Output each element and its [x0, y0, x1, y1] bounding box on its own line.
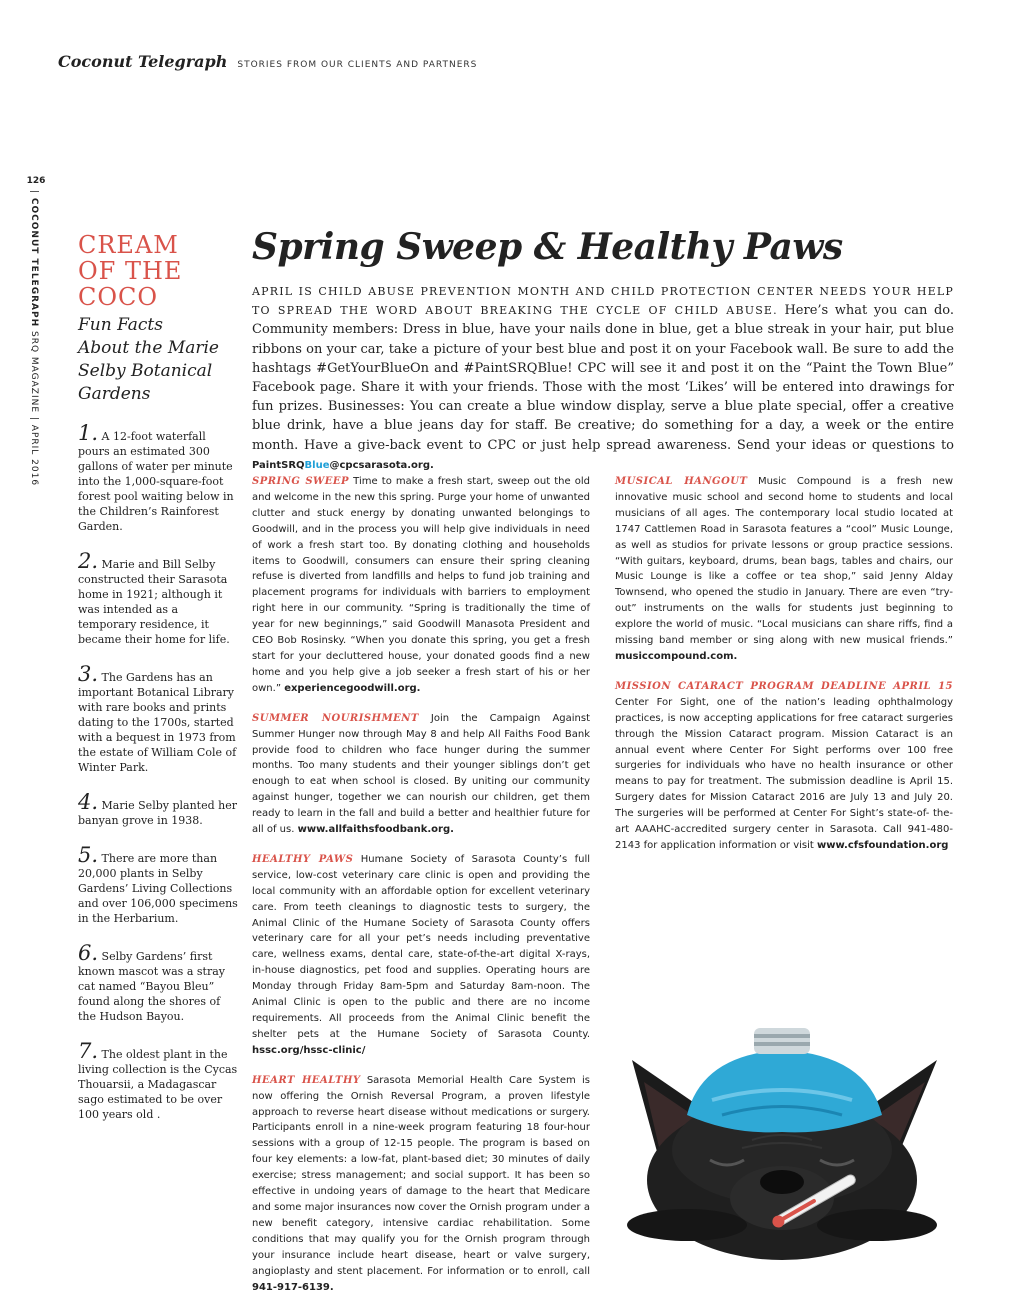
page-number: 126	[26, 176, 46, 186]
sidebar-subtitle	[78, 314, 238, 406]
sidebar-title	[78, 232, 238, 310]
fact-item	[78, 790, 238, 828]
section-link[interactable]: hssc.org/hssc-clinic/	[252, 1044, 366, 1056]
section-heading: HEALTHY PAWS	[252, 853, 354, 865]
fact-text: Marie Selby planted her banyan grove in 1938.	[78, 799, 237, 827]
section-spring-sweep	[252, 474, 590, 697]
spine-section: COCONUT TELEGRAPH	[29, 197, 39, 328]
section-body: Join the Campaign Against Summer Hunger now through May 8 and help All Faiths Food Bank provide food to children who face hunger during the summer months. Too many students and their younger siblings don’t get enough to eat when school is closed. By uniting our community against hunger, together we can nourish our children, get them ready to learn in the fall and build a better and healthier future for all of us.	[252, 712, 591, 836]
section-musical-hangout	[615, 474, 953, 665]
fun-facts-sidebar	[78, 232, 238, 1122]
fact-number: 6.	[78, 941, 99, 965]
section-heading: SUMMER NOURISHMENT	[252, 712, 419, 724]
dog-right-paw	[817, 1209, 937, 1241]
section-link[interactable]: www.cfsfoundation.org	[816, 839, 949, 851]
fact-number: 5.	[78, 843, 99, 867]
section-link[interactable]: experiencegoodwill.org.	[284, 682, 421, 694]
email-part: @cpcsarasota.org.	[329, 459, 434, 471]
dog-left-paw	[627, 1209, 747, 1241]
sidebar-subtitle-line: Fun Facts	[78, 315, 163, 335]
section-mission-cataract	[615, 679, 953, 854]
fact-item	[78, 662, 238, 775]
fact-number: 3.	[78, 662, 99, 686]
brand-logo: Coconut Telegraph	[58, 52, 228, 71]
fact-item	[78, 1039, 238, 1122]
sidebar-subtitle-line: Gardens	[78, 384, 151, 404]
email-part: PaintSRQ	[252, 459, 305, 471]
article-headline: Spring Sweep & Healthy Paws	[252, 226, 843, 268]
section-heart-healthy	[252, 1073, 590, 1296]
sidebar-title-line: COCO	[78, 283, 159, 311]
section-heading: MUSICAL HANGOUT	[615, 476, 748, 487]
spine-text	[29, 190, 39, 486]
fact-number: 7.	[78, 1039, 99, 1063]
section-healthy-paws	[252, 852, 590, 1059]
fact-item	[78, 843, 238, 926]
fact-text: The oldest plant in the living collection is the Cycas Thouarsii, a Madagascar sago estimated to be over 100 years old .	[78, 1048, 238, 1121]
fact-text: Marie and Bill Selby constructed their Sarasota home in 1921; although it was intended as a temporary residence, it became their home for life.	[78, 558, 230, 646]
fact-item	[78, 549, 238, 647]
article-column-left	[252, 474, 590, 1309]
section-link[interactable]: www.allfaithsfoodbank.org.	[297, 824, 454, 836]
masthead-tagline: STORIES FROM OUR CLIENTS AND PARTNERS	[237, 60, 478, 70]
intro-body: Here’s what you can do. Community members: Dress in blue, have your nails done in blue, get a blue streak in your hair, put blue ribbons on your car, take a picture of your best blue and post it on your Facebook wall. Be sure to add the hashtags #GetYourBlueOn and #PaintSRQBlue! CPC will see it and post it on the “Paint the Town Blue” Facebook page. Share it with your friends. Those with the most ‘Likes’ will be entered into drawings for fun prizes. Businesses: You can create a blue window display, serve a blue plate special, offer a creative blue drink, have a blue jeans day for staff. Be creative; do something for a day, a week or the entire month. Have a give-back event to CPC or just help spread awareness. Send your ideas or questions to	[252, 303, 954, 453]
fact-text: There are more than 20,000 plants in Selby Gardens’ Living Collections and over 106,000 specimens in the Herbarium.	[78, 852, 238, 925]
section-body: Music Compound is a fresh new innovative music school and second home to students and local musicians of all ages. The contemporary local studio located at 1747 Cattlemen Road in Sarasota features a “cool” Music Lounge, as well as studios for private lessons or group practice sessions. “With guitars, keyboard, drums, bean bags, tables and chairs, our Music Lounge is like a coffee or tea shop,” said Jenny Alday Townsend, who opened the studio in January. There are even “try-out” instruments on the walls for students just beginning to explore the world of music. “Local musicians can share riffs, find a missing band member or sing along with new musical friends.”	[615, 476, 953, 647]
sidebar-subtitle-line: About the Marie	[78, 338, 219, 358]
section-heading: MISSION CATARACT PROGRAM DEADLINE APRIL 15	[615, 680, 953, 692]
fact-number: 1.	[78, 421, 99, 445]
article-column-right	[615, 474, 953, 868]
fact-item	[78, 421, 238, 534]
intro-lead: APRIL IS CHILD ABUSE PREVENTION MONTH AND CHILD PROTECTION CENTER NEEDS YOUR HELP TO SPREAD THE WORD ABOUT BREAKING THE CYCLE OF CHILD ABUSE.	[252, 285, 954, 318]
sidebar-title-line: CREAM	[78, 231, 179, 259]
fact-number: 2.	[78, 549, 99, 573]
section-body: Humane Society of Sarasota County’s full service, low-cost veterinary care clinic is open and providing the local community with an affordable option for excellent veterinary care. From teeth cleanings to diagnostic tests to surgery, the Animal Clinic of the Humane Society of Sarasota County offers veterinary care for all your pet’s needs including preventative care, wellness exams, dental care, state-of-the-art digital X-rays, in-house diagnostics, pet food and supplies. Operating hours are Monday through Friday 8am-5pm and Saturday 8am-noon. The Animal Clinic is open to the public and there are no income requirements. All proceeds from the Animal Clinic benefit the shelter pets at the Humane Society of Sarasota County.	[252, 853, 590, 1040]
fact-item	[78, 941, 238, 1024]
dog-nose	[760, 1170, 804, 1194]
section-summer-nourishment	[252, 711, 590, 838]
dog-with-ice-pack-illustration	[592, 1020, 972, 1235]
spine-publication: SRQ MAGAZINE | APRIL 2016	[29, 327, 39, 487]
sidebar-subtitle-line: Selby Botanical	[78, 361, 213, 381]
fact-text: A 12-foot waterfall pours an estimated 300 gallons of water per minute into the 1,000-square-foot forest pool waiting below in the Children’s Rainforest Garden.	[78, 430, 234, 533]
section-heading: HEART HEALTHY	[252, 1074, 361, 1086]
ice-pack-cap	[754, 1028, 810, 1054]
section-body: Time to make a fresh start, sweep out the old and welcome in the new this spring. Purge your home of unwanted clutter and stuck energy by donating unwanted belongings to Goodwill, and in the process you will help give individuals in need of work a fresh start too. By donating clothing and households items to Goodwill, consumers can ensure their spring cleaning refuse is diverted from landfills and helps to fund job training and placement programs for individuals with barriers to employment right here in our community. “Spring is traditionally the time of year for new beginnings,” said Goodwill Manasota President and CEO Bob Rosinsky. “When you donate this spring, you get a fresh start for your decluttered house, your donated goods find a new home and you help give a job seeker a fresh start of his or her own.”	[252, 476, 591, 694]
fact-number: 4.	[78, 790, 99, 814]
page-spine	[26, 176, 46, 487]
section-heading: SPRING SWEEP	[252, 476, 350, 487]
section-phone[interactable]: 941-917-6139.	[252, 1281, 334, 1293]
fact-text: The Gardens has an important Botanical Library with rare books and prints dating to the 1700s, started with a bequest in 1973 from the estate of William Cole of Winter Park.	[78, 671, 237, 774]
email-link[interactable]	[252, 460, 434, 471]
email-part-blue: Blue	[304, 459, 330, 471]
article-intro	[252, 282, 954, 475]
section-link[interactable]: musiccompound.com.	[615, 650, 738, 662]
masthead	[58, 52, 477, 71]
fact-text: Selby Gardens’ first known mascot was a stray cat named “Bayou Bleu” found along the shores of the Hudson Bayou.	[78, 950, 225, 1023]
section-body: Center For Sight, one of the nation’s leading ophthalmology practices, is now accepting applications for free cataract surgeries through the Mission Cataract program. Mission Cataract is an annual event where Center For Sight performs over 100 free surgeries for individuals who have no health insurance or other means to pay for treatment. The submission deadline is April 15. Surgery dates for Mission Cataract 2016 are July 13 and July 20. The surgeries will be performed at Center For Sight’s state-of- the-art AAAHC-accredited surgery center in Sarasota. Call 941-480-2143 for application information or visit	[615, 696, 953, 851]
sidebar-title-line: OF THE	[78, 257, 183, 285]
spine-separator: |	[29, 190, 39, 198]
section-body: Sarasota Memorial Health Care System is now offering the Ornish Reversal Program, a proven lifestyle approach to reverse heart disease without medications or surgery. Participants enroll in a nine-week program featuring 18 four-hour sessions with a group of 12-15 people. The program is based on four key elements: a low-fat, plant-based diet; 30 minutes of daily exercise; stress management; and social support. It has been so effective in undoing years of damage to the heart that Medicare and some major insurances now cover the Ornish program under a new benefit category, intensive cardiac rehabilitation. Some conditions that may qualify you for the Ornish program through your insurance include heart disease, heart or valve surgery, angioplasty and stent placement. For information or to enroll, call	[252, 1074, 590, 1277]
